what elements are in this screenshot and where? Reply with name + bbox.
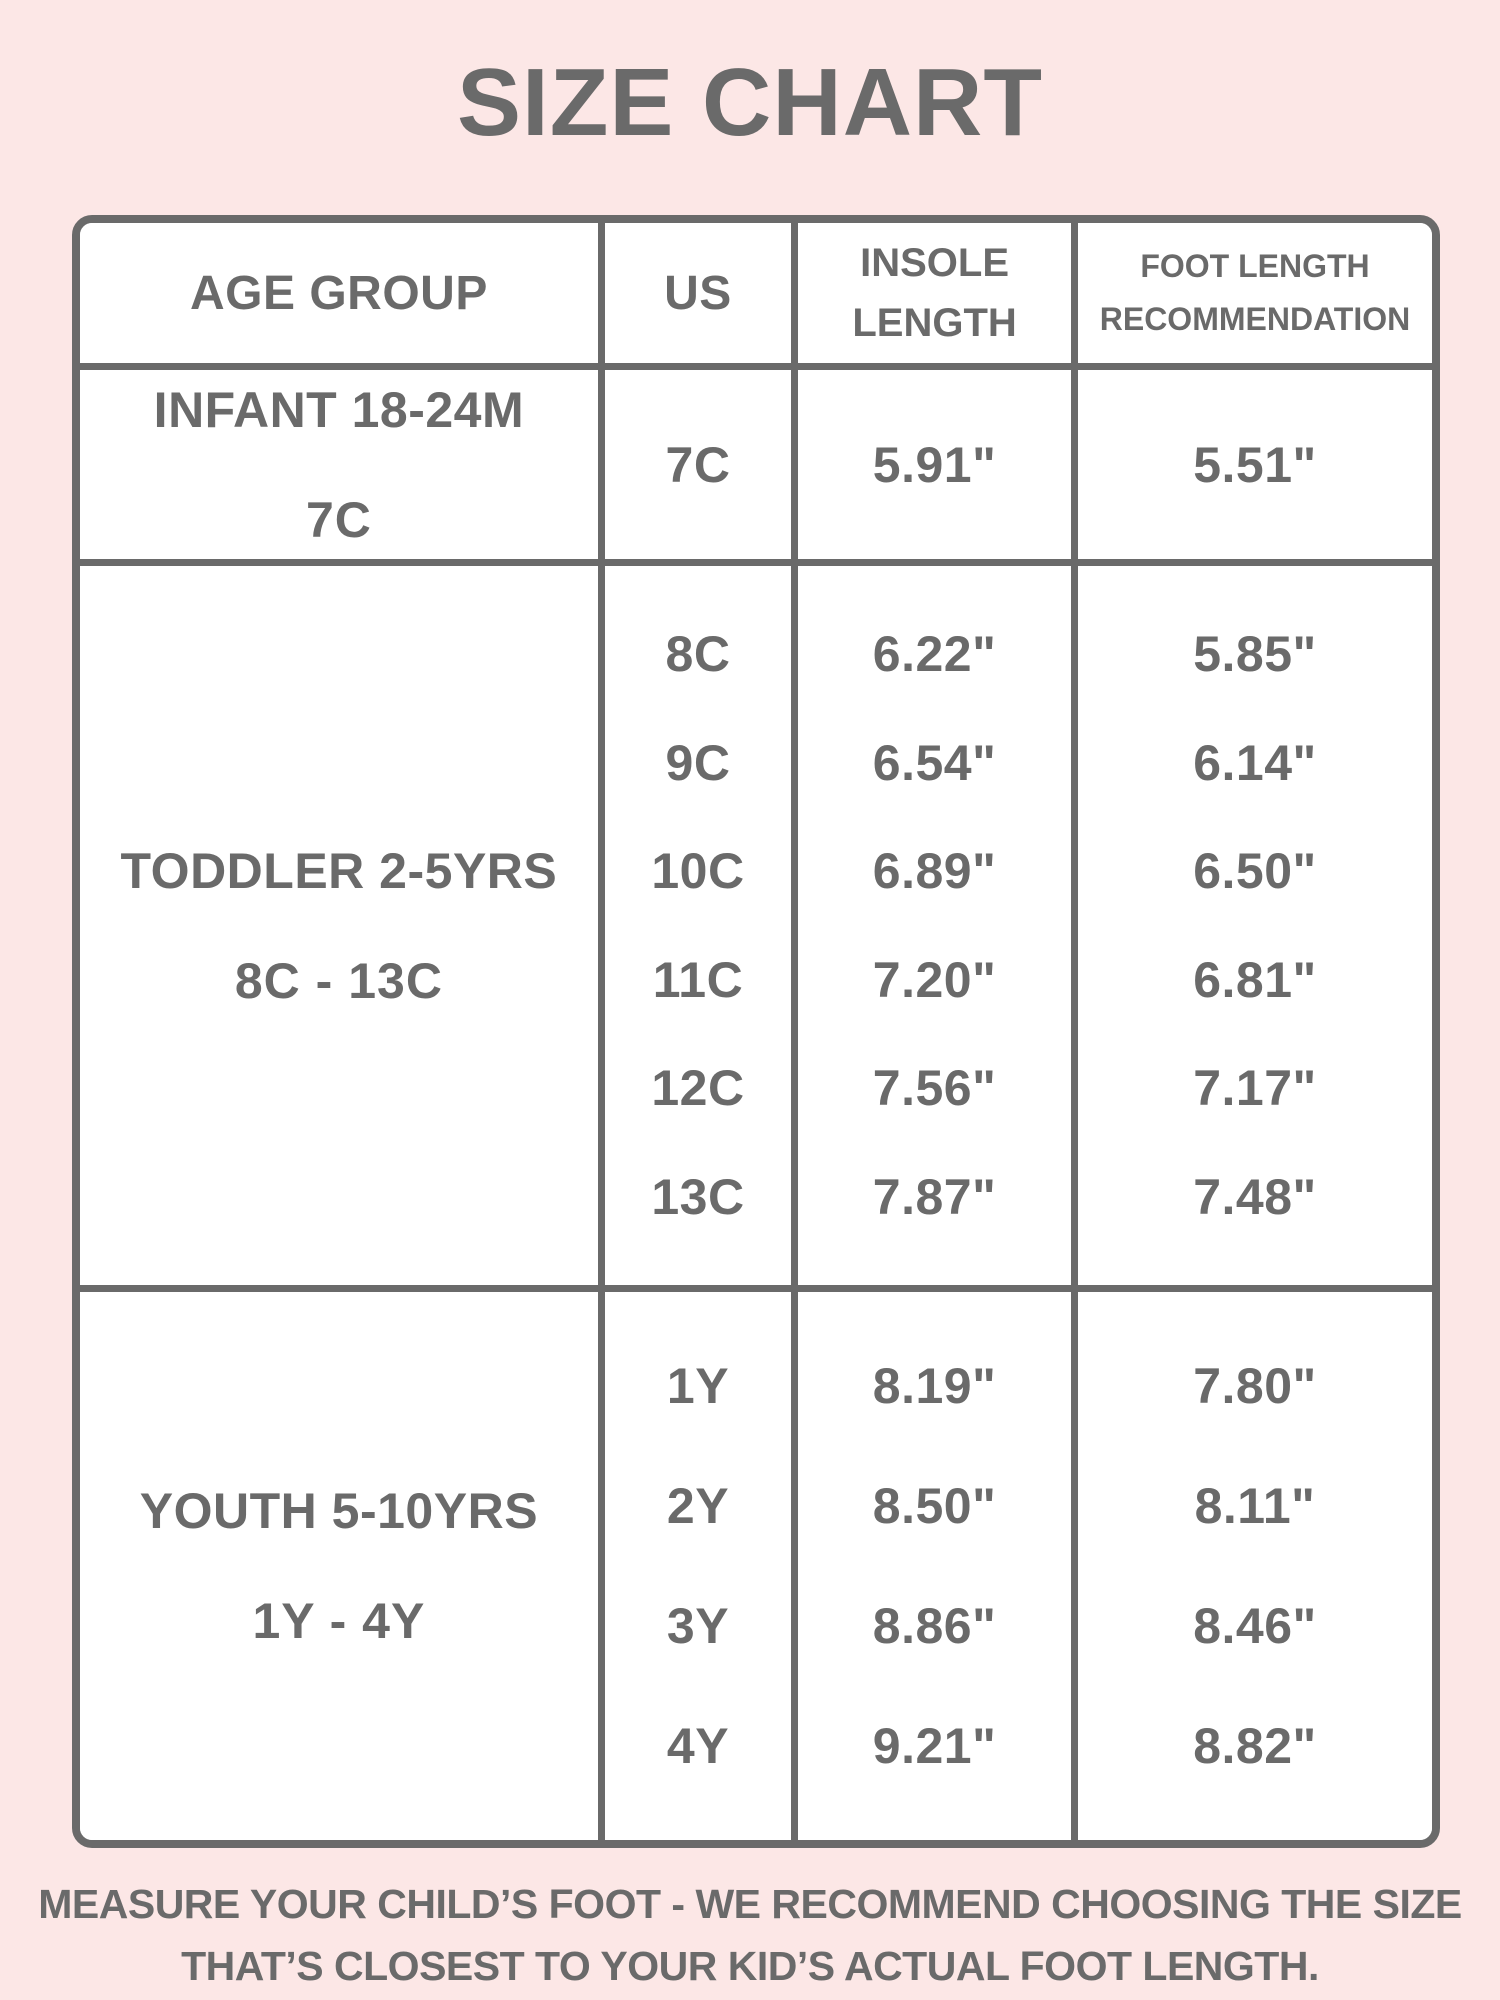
- insole-lengths-youth: [791, 1285, 1071, 1840]
- size-chart-grid: [80, 223, 1432, 1840]
- foot-lengths-youth: [1071, 1285, 1432, 1840]
- insole-length: 7.20": [872, 951, 997, 1008]
- us-size: 13C: [651, 1168, 745, 1225]
- us-size: 4Y: [666, 1718, 730, 1774]
- age-group-youth: [80, 1285, 598, 1840]
- foot-length: 6.14": [1193, 734, 1317, 791]
- measurement-note: [0, 1874, 1500, 1997]
- foot-lengths-toddler: [1071, 559, 1432, 1285]
- insole-length: 6.89": [872, 843, 997, 900]
- insole-length: 7.56": [872, 1060, 997, 1117]
- insole-length: 6.22": [872, 626, 997, 683]
- us-size: 11C: [652, 951, 744, 1008]
- age-group-toddler-range: 8C - 13C: [234, 952, 443, 1009]
- us-sizes-toddler: [598, 559, 791, 1285]
- us-size: 3Y: [666, 1598, 730, 1654]
- foot-length: 5.85": [1193, 626, 1317, 683]
- insole-length: 5.91": [872, 436, 997, 493]
- foot-length: 5.51": [1193, 436, 1317, 493]
- age-group-infant-label: INFANT 18-24M: [153, 381, 525, 438]
- header-us: US: [598, 223, 791, 363]
- insole-length: 9.21": [872, 1718, 997, 1774]
- us-size: 12C: [651, 1060, 745, 1117]
- header-foot-length-recommendation: FOOT LENGTH RECOMMENDATION: [1071, 223, 1432, 363]
- insole-length: 8.19": [872, 1358, 997, 1414]
- measurement-note-line1: MEASURE YOUR CHILD’S FOOT - WE RECOMMEND CHOOSING THE SIZE: [38, 1881, 1462, 1927]
- insole-length: 8.86": [872, 1598, 997, 1654]
- foot-length: 7.17": [1193, 1060, 1317, 1117]
- insole-length: 6.54": [872, 734, 997, 791]
- foot-lengths-infant: [1071, 363, 1432, 559]
- size-chart-table: [72, 215, 1440, 1848]
- foot-length: 6.81": [1193, 951, 1317, 1008]
- page-title: SIZE CHART: [457, 49, 1043, 156]
- us-size: 8C: [665, 626, 731, 683]
- age-group-youth-label: YOUTH 5-10YRS: [139, 1483, 539, 1539]
- measurement-note-line2: THAT’S CLOSEST TO YOUR KID’S ACTUAL FOOT LENGTH.: [181, 1942, 1319, 1989]
- foot-length: 7.80": [1193, 1358, 1317, 1414]
- age-group-toddler: [80, 559, 598, 1285]
- age-group-youth-range: 1Y - 4Y: [252, 1593, 426, 1649]
- foot-length: 6.50": [1193, 843, 1317, 900]
- insole-lengths-infant: [791, 363, 1071, 559]
- header-age-group: AGE GROUP: [80, 223, 598, 363]
- age-group-infant-range: 7C: [305, 491, 372, 548]
- us-size: 7C: [665, 436, 731, 493]
- age-group-toddler-label: TODDLER 2-5YRS: [120, 842, 558, 899]
- foot-length: 8.11": [1194, 1478, 1316, 1534]
- foot-length: 8.46": [1193, 1598, 1317, 1654]
- us-size: 2Y: [666, 1478, 730, 1534]
- insole-length: 7.87": [872, 1168, 997, 1225]
- insole-lengths-toddler: [791, 559, 1071, 1285]
- age-group-infant: [80, 363, 598, 559]
- us-size: 9C: [665, 734, 731, 791]
- foot-length: 8.82": [1193, 1718, 1317, 1774]
- us-sizes-infant: [598, 363, 791, 559]
- us-size: 1Y: [666, 1358, 730, 1414]
- header-insole-length: INSOLE LENGTH: [791, 223, 1071, 363]
- us-sizes-youth: [598, 1285, 791, 1840]
- insole-length: 8.50": [872, 1478, 997, 1534]
- us-size: 10C: [651, 843, 745, 900]
- foot-length: 7.48": [1193, 1168, 1317, 1225]
